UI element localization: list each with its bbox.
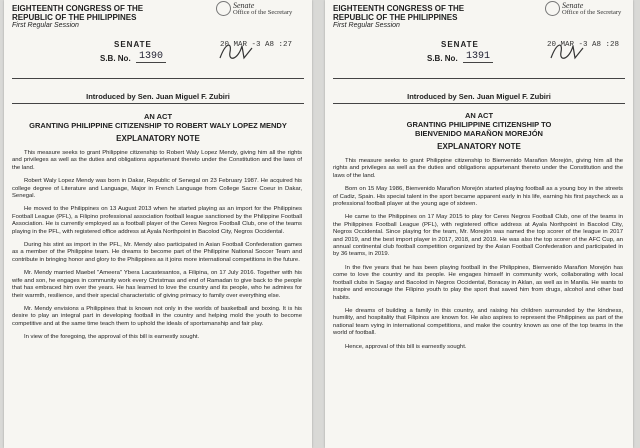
divider [12,78,304,79]
received-stamp: 20 MAR -3 A8 :28 [547,41,620,49]
bill-number: 1391 [463,51,493,63]
seal-office: Senate [562,1,584,10]
session-label: First Regular Session [12,22,79,29]
paragraph: Born on 15 May 1986, Bienvenido Marañon Morejón started playing football as a young boy in the streets of Cadiz, Spain. His special talent in the sport became apparent early in his life, earning his first paycheck as a professional football player at the young age of sixteen. [333,186,623,208]
congress-header: EIGHTEENTH CONGRESS OF THE REPUBLIC OF THE PHILIPPINES [333,4,465,22]
bill-page-1390 [4,0,312,448]
bill-number-label: S.B. No. [427,54,458,63]
seal-subtitle: Office of the Secretary [562,9,622,16]
paragraph: In view of the foregoing, the approval of this bill is earnestly sought. [24,334,200,341]
seal-caption [562,2,621,16]
session-label: First Regular Session [333,22,400,29]
explanatory-note-heading: EXPLANATORY NOTE [116,134,200,143]
bill-number: 1390 [136,51,166,63]
paragraph: He moved to the Philippines on 13 August 2013 when he started playing as an import for the Philippines Football League (PFL), a Filipino professional association football league sanctioned by the Philippine Football Association. He is currently employed as a football player of the Ceres Negros Football Club, one of the teams playing in the PFL, with registered office address at Ayala Northpoint in Bacolod City, Negros Occidental. [12,206,302,235]
senate-seal-icon [545,1,560,16]
divider [333,103,625,104]
signature-icon [547,38,587,64]
introduced-by: Introduced by Sen. Juan Miguel F. Zubiri [86,92,230,101]
signature-icon [216,38,256,64]
act-title: AN ACT GRANTING PHILIPPINE CITIZENSHIP TO BIENVENIDO MARAÑON MOREJÓN [406,111,552,138]
explanatory-note-heading: EXPLANATORY NOTE [437,142,521,151]
paragraph: Hence, approval of this bill is earnestly sought. [345,343,467,350]
paragraph: He came to the Philippines on 17 May 2015 to play for Ceres Negros Football Club, one of the teams in the Philippines Football League (PFL), with registered office address at Ayala Northpoint in Bacolod City, Negros Occidental. Since playing for the team, Mr. Morejón was named the top scorer of the league in 2017 and 2019, and the best import player in 2017, 2018, and 2019. He was also the top scorer of the AFC Cup, an annual continental club football competition organized by the Asian Football Confederation and participated in by 36 teams, in 2019. [333,214,623,258]
bill-page-1391 [325,0,633,448]
paragraph: This measure seeks to grant Philippine citizenship to Robert Waly Lopez Mendy, giving him all the rights and privileges as well as the duties and obligations appurtenant thereto under the Constitution and the laws of the land. [12,150,302,171]
paragraph: He dreams of building a family in this country, and raising his children surrounded by the kindness, humility, and hospitality that Filipinos are known for. He also aspires to represent the Philippines as part of the national team vying in international competitions, and make the country known as one of the top teams in the world of football. [333,307,623,337]
paragraph: Mr. Mendy envisions a Philippines that is known not only in the worlds of basketball and boxing. It is his desire to play an integral part in developing football in the country and helping mold the youth to become competitive and at the same time teach them to uphold the ideals of sportsmanship and fair play. [12,305,302,327]
paragraph: Mr. Mendy married Maebel "Ameera" Ybera Lacastesantos, a Filipina, on 17 July 2016. Together with his wife and son, he engages in community work every Christmas and end of Ramadan to give back to the people that has embraced him over the years. He has learned to love the country and its people, who he admires for their warmth, resilience, and their special characteristic of giving primacy to family over everything else. [12,270,302,299]
explanatory-note-body [12,150,302,348]
paragraph: This measure seeks to grant Philippine citizenship to Bienvenido Marañon Morejón, giving him all the rights and privileges as well as the duties and obligations appurtenant thereto under the Constitution and the laws of the land. [333,158,623,179]
paragraph: During his stint as import in the PFL, Mr. Mendy also participated in Asian Football Confederation games as a member of the Philippine team. He dreams to become part of the Philippine National Soccer Team and contribute in bringing honor and glory to the Philippines as it joins more international competitions in the future. [12,242,302,263]
paragraph: Robert Waly Lopez Mendy was born in Dakar, Republic of Senegal on 23 February 1987. He acquired his college degree of Literature and Language, Major in French Language from College Sacre Coeur in Dakar, Senegal. [12,178,302,200]
act-title: AN ACT GRANTING PHILIPPINE CITIZENSHIP TO ROBERT WALY LOPEZ MENDY [29,112,287,130]
bill-number-label: S.B. No. [100,54,131,63]
divider [12,103,304,104]
chamber-label: SENATE [441,40,479,49]
seal-caption [233,2,292,16]
seal-office: Senate [233,1,255,10]
explanatory-note-body [333,158,623,357]
paragraph: In the five years that he has been playing football in the Philippines, Bienvenido Marañon Morejón has come to love the country and its people. He engages himself in community work, collaborating with local football clubs in Sagay and Bacolod in Negros Occidental, Boracay in Aklan, as well as in Manila. He wants to inspire and encourage the Filipino youth to play the sport that saved him from drugs, alcohol and other bad habits. [333,264,623,301]
introduced-by: Introduced by Sen. Juan Miguel F. Zubiri [407,92,551,101]
received-stamp: 20 MAR -3 A8 :27 [220,41,293,49]
congress-header: EIGHTEENTH CONGRESS OF THE REPUBLIC OF THE PHILIPPINES [12,4,144,22]
divider [333,78,625,79]
chamber-label: SENATE [114,40,152,49]
senate-seal-icon [216,1,231,16]
seal-subtitle: Office of the Secretary [233,9,293,16]
